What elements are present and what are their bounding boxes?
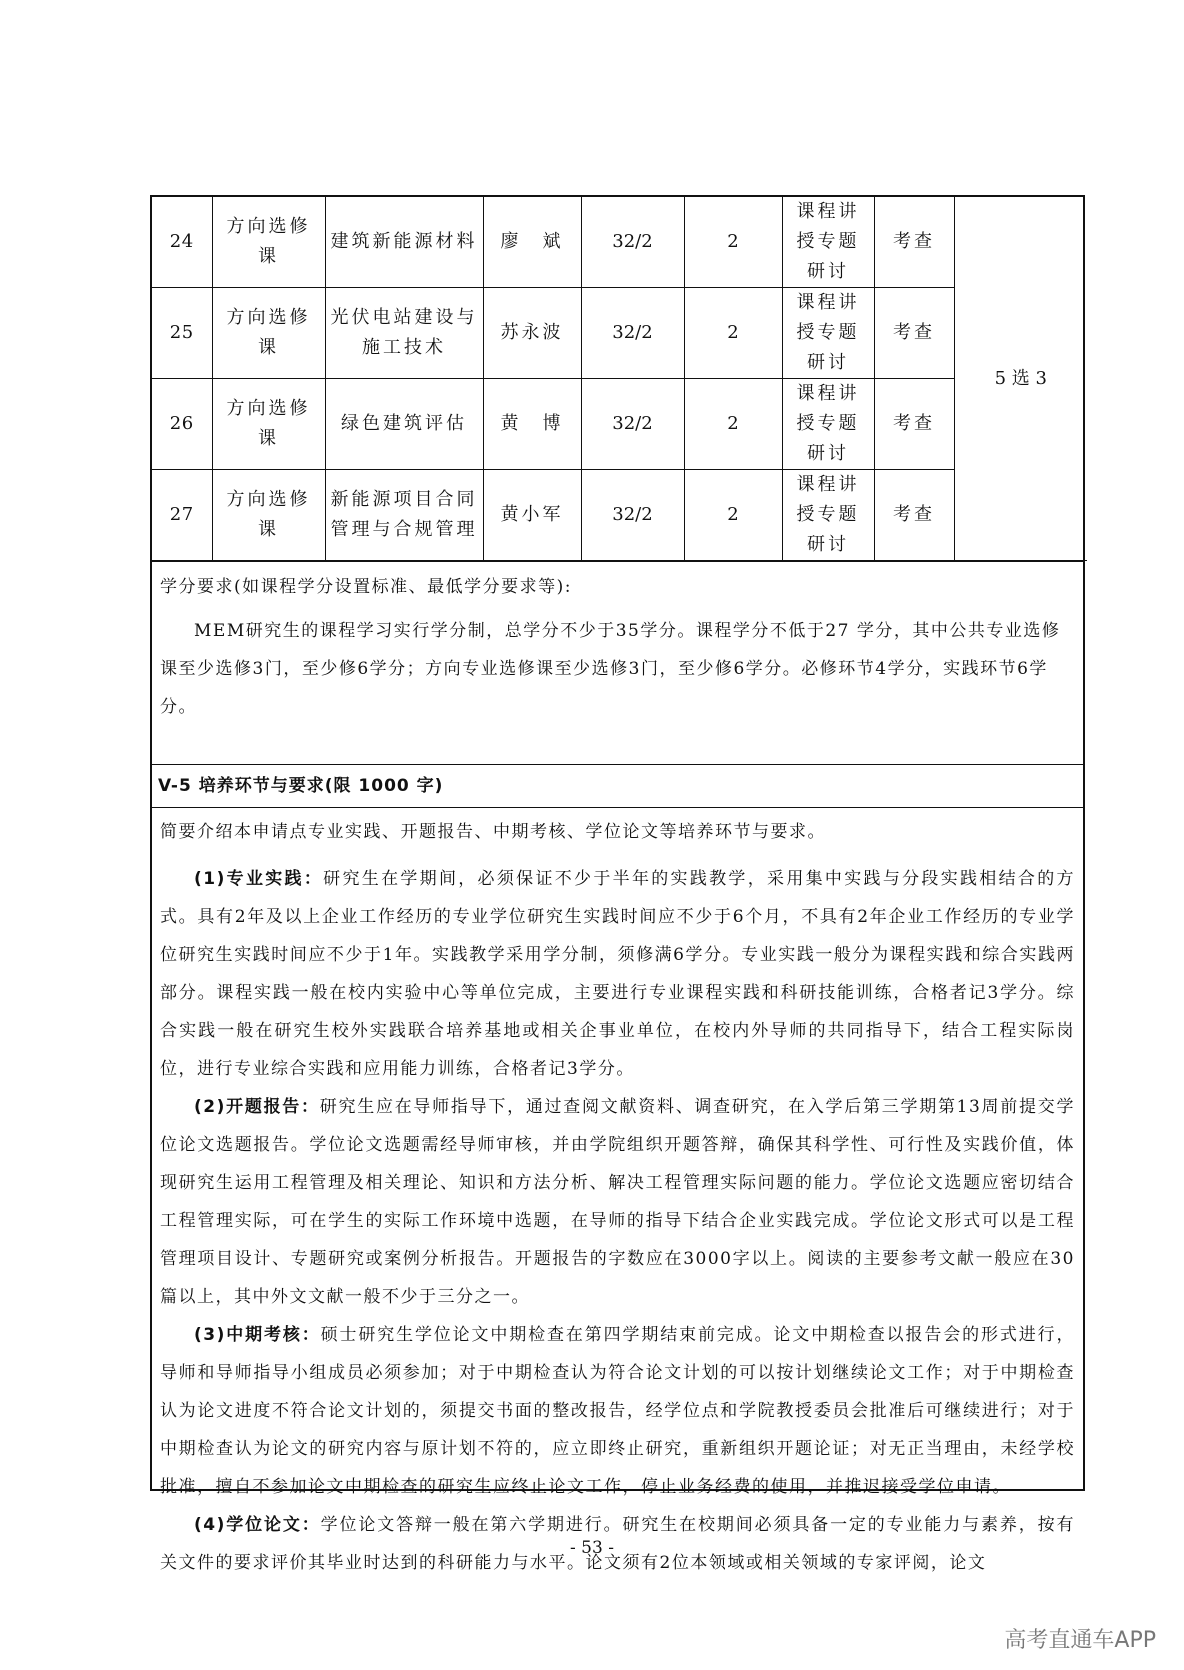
course-method: 课程讲授专题研讨 <box>782 470 874 561</box>
course-type: 方向选修课 <box>212 379 325 470</box>
course-number: 24 <box>152 197 212 288</box>
course-assessment: 考查 <box>874 470 954 561</box>
course-table <box>152 197 1087 561</box>
course-name: 绿色建筑评估 <box>325 379 483 470</box>
paragraph-proposal <box>160 1088 1075 1316</box>
course-type: 方向选修课 <box>212 470 325 561</box>
course-hours: 32/2 <box>581 197 684 288</box>
course-hours: 32/2 <box>581 379 684 470</box>
course-name: 光伏电站建设与施工技术 <box>325 288 483 379</box>
paragraph-text: 硕士研究生学位论文中期检查在第四学期结束前完成。论文中期检查以报告会的形式进行，导师和导师指导小组成员必须参加；对于中期检查认为符合论文计划的可以按计划继续论文工作；对于中期检查认为论文进度不符合论文计划的，须提交书面的整改报告，经学位点和学院教授委员会批准后可继续进行；对于中期检查认为论文的研究内容与原计划不符的，应立即终止研究，重新组织开题论证；对无正当理由，未经学校批准，擅自不参加论文中期检查的研究生应终止论文工作，停止业务经费的使用，并推迟接受学位申请。 <box>160 1325 1076 1497</box>
course-credits: 2 <box>684 288 782 379</box>
paragraph-heading: (4)学位论文： <box>194 1515 321 1535</box>
course-number: 25 <box>152 288 212 379</box>
table-row <box>152 470 1087 561</box>
course-credits: 2 <box>684 197 782 288</box>
paragraph-practice <box>160 860 1075 1088</box>
course-type: 方向选修课 <box>212 288 325 379</box>
paragraph-text: 研究生在学期间，必须保证不少于半年的实践教学，采用集中实践与分段实践相结合的方式。具有2年及以上企业工作经历的专业学位研究生实践时间应不少于6个月，不具有2年企业工作经历的专业学位研究生实践时间应不少于1年。实践教学采用学分制，须修满6学分。专业实践一般分为课程实践和综合实践两部分。课程实践一般在校内实验中心等单位完成，主要进行专业课程实践和科研技能训练，合格者记3学分。综合实践一般在研究生校外实践联合培养基地或相关企事业单位，在校内外导师的共同指导下，结合工程实际岗位，进行专业综合实践和应用能力训练，合格者记3学分。 <box>160 869 1076 1079</box>
course-method: 课程讲授专题研讨 <box>782 288 874 379</box>
credit-requirements <box>152 561 1083 764</box>
course-method: 课程讲授专题研讨 <box>782 197 874 288</box>
course-name: 建筑新能源材料 <box>325 197 483 288</box>
elective-rule: 5 选 3 <box>954 197 1087 561</box>
course-teacher: 黄小军 <box>483 470 581 561</box>
table-row <box>152 197 1087 288</box>
course-type: 方向选修课 <box>212 197 325 288</box>
course-hours: 32/2 <box>581 470 684 561</box>
table-row <box>152 288 1087 379</box>
credit-requirements-text: MEM研究生的课程学习实行学分制，总学分不少于35学分。课程学分不低于27 学分，其中公共专业选修课至少选修3门，至少修6学分；方向专业选修课至少选修3门，至少修6学分。必修环节4学分，实践环节6学分。 <box>160 621 1061 717</box>
course-assessment: 考查 <box>874 288 954 379</box>
course-name: 新能源项目合同管理与合规管理 <box>325 470 483 561</box>
credit-requirements-label: 学分要求(如课程学分设置标准、最低学分要求等): <box>160 577 572 597</box>
section-intro: 简要介绍本申请点专业实践、开题报告、中期考核、学位论文等培养环节与要求。 <box>160 822 826 842</box>
course-assessment: 考查 <box>874 197 954 288</box>
paragraph-midterm <box>160 1316 1075 1506</box>
page-number: - 53 - <box>570 1538 614 1558</box>
paragraph-heading: (3)中期考核： <box>194 1325 321 1345</box>
course-assessment: 考查 <box>874 379 954 470</box>
course-teacher: 苏永波 <box>483 288 581 379</box>
paragraph-heading: (2)开题报告： <box>194 1097 320 1117</box>
table-row <box>152 379 1087 470</box>
course-number: 27 <box>152 470 212 561</box>
course-credits: 2 <box>684 470 782 561</box>
section-title: V-5 培养环节与要求(限 1000 字) <box>152 764 1083 808</box>
course-teacher: 黄 博 <box>483 379 581 470</box>
paragraph-text: 学位论文答辩一般在第六学期进行。研究生在校期间必须具备一定的专业能力与素养，按有关文件的要求评价其毕业时达到的科研能力与水平。论文须有2位本领域或相关领域的专家评阅，论文 <box>160 1515 1076 1573</box>
course-credits: 2 <box>684 379 782 470</box>
paragraph-heading: (1)专业实践： <box>194 869 324 889</box>
paragraph-text: 研究生应在导师指导下，通过查阅文献资料、调查研究，在入学后第三学期第13周前提交学位论文选题报告。学位论文选题需经导师审核，并由学院组织开题答辩，确保其科学性、可行性及实践价值，体现研究生运用工程管理及相关理论、知识和方法分析、解决工程管理实际问题的能力。学位论文选题应密切结合工程管理实际，可在学生的实际工作环境中选题，在导师的指导下结合企业实践完成。学位论文形式可以是工程管理项目设计、专题研究或案例分析报告。开题报告的字数应在3000字以上。阅读的主要参考文献一般应在30篇以上，其中外文文献一般不少于三分之一。 <box>160 1097 1075 1307</box>
course-method: 课程讲授专题研讨 <box>782 379 874 470</box>
watermark: 高考直通车APP <box>1004 1628 1156 1653</box>
section-body <box>152 808 1083 1582</box>
course-number: 26 <box>152 379 212 470</box>
course-hours: 32/2 <box>581 288 684 379</box>
course-teacher: 廖 斌 <box>483 197 581 288</box>
